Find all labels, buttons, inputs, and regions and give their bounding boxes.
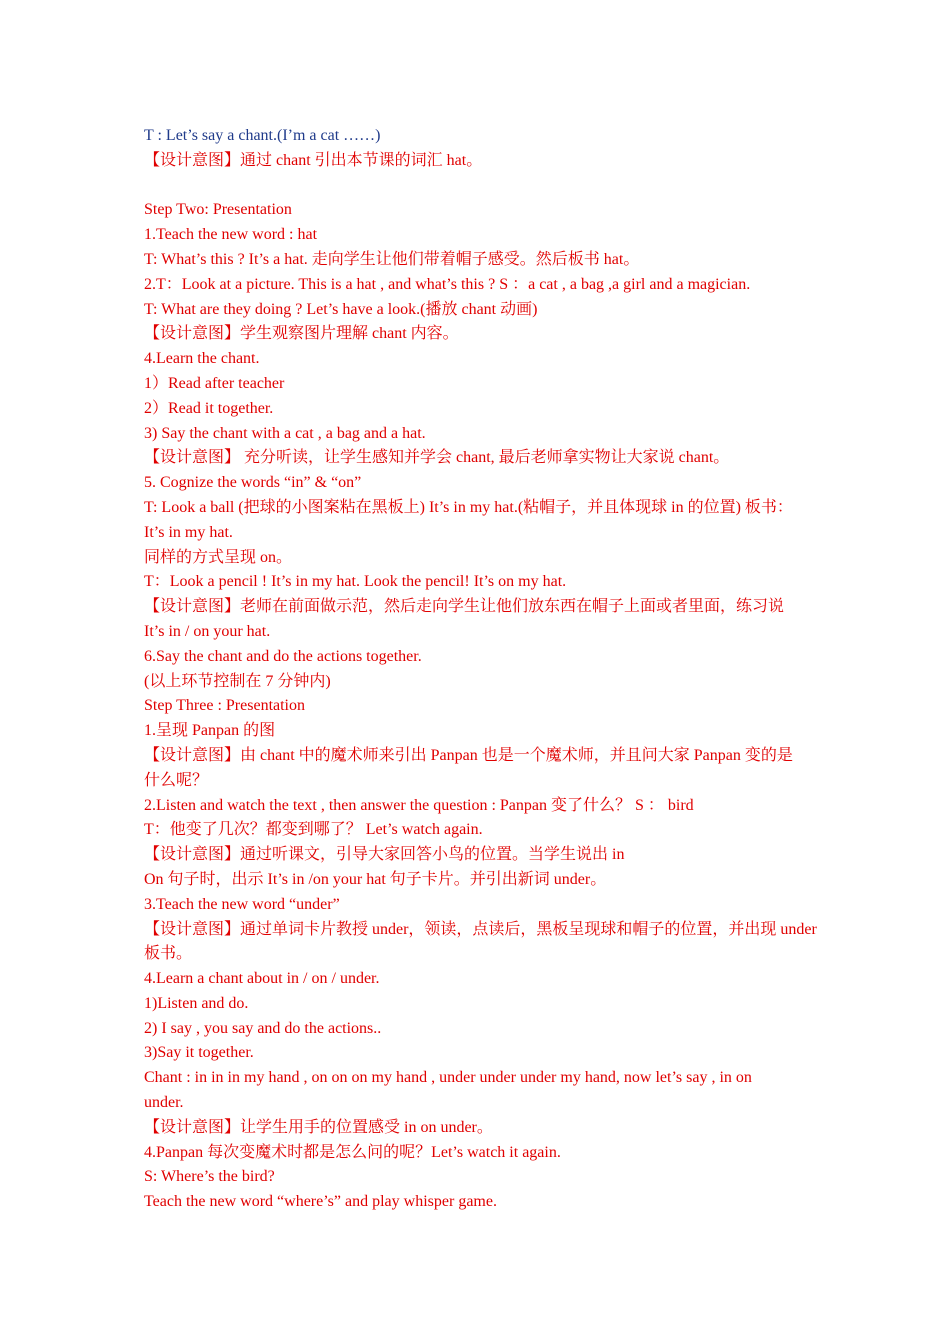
design-intent-line: 【设计意图】通过听课文，引导大家回答小鸟的位置。当学生说出 in <box>144 846 625 864</box>
design-intent-line: 【设计意图】通过单词卡片教授 under，领读，点读后，黑板呈现球和帽子的位置，并出现 under <box>144 920 817 938</box>
text-line: 2.Listen and watch the text , then answer the question : Panpan 变了什么？ S ： bird <box>144 796 694 814</box>
text-line: 1.Teach the new word : hat <box>144 226 318 244</box>
text-line: 6.Say the chant and do the actions together. <box>144 647 422 665</box>
lesson-plan-text <box>144 124 820 1215</box>
text-line: 1）Read after teacher <box>144 374 285 392</box>
text-line: 4.Learn a chant about in / on / under. <box>144 970 380 988</box>
blank-line <box>144 174 820 199</box>
design-intent-line: 【设计意图】由 chant 中的魔术师来引出 Panpan 也是一个魔术师，并且问大家 Panpan 变的是 <box>144 746 793 764</box>
design-intent-line: 【设计意图】 充分听读，让学生感知并学会 chant, 最后老师拿实物让大家说 chant。 <box>144 449 730 467</box>
step-heading: Step Three : Presentation <box>144 697 305 715</box>
text-line: T: What are they doing ? Let’s have a look.(播放 chant 动画) <box>144 300 538 318</box>
text-line: 4.Panpan 每次变魔术时都是怎么问的呢？Let’s watch it again. <box>144 1143 561 1161</box>
text-line: It’s in my hat. <box>144 523 233 541</box>
text-line: 3) Say the chant with a cat , a bag and a hat. <box>144 424 426 442</box>
text-line: 3.Teach the new word “under” <box>144 895 340 913</box>
text-line: T: What’s this ? It’s a hat. 走向学生让他们带着帽子感受。然后板书 hat。 <box>144 250 640 268</box>
text-line: 什么呢？ <box>144 771 209 789</box>
text-line: (以上环节控制在 7 分钟内) <box>144 672 331 690</box>
text-line: T: Look a ball (把球的小图案粘在黑板上) It’s in my hat.(粘帽子，并且体现球 in 的位置) 板书： <box>144 498 793 516</box>
text-line: 同样的方式呈现 on。 <box>144 548 293 566</box>
text-line: 5. Cognize the words “in” & “on” <box>144 474 362 492</box>
text-line: It’s in / on your hat. <box>144 622 271 640</box>
text-line: 2.T：Look at a picture. This is a hat , and what’s this ? S ：a cat , a bag ,a girl and a magician. <box>144 275 751 293</box>
text-line: 1)Listen and do. <box>144 994 249 1012</box>
text-line: 3)Say it together. <box>144 1044 254 1062</box>
text-line: under. <box>144 1094 184 1112</box>
text-line: T：Look a pencil ! It’s in my hat. Look the pencil! It’s on my hat. <box>144 573 567 591</box>
text-line: Teach the new word “where’s” and play whisper game. <box>144 1193 497 1211</box>
text-line: 2) I say , you say and do the actions.. <box>144 1019 382 1037</box>
text-line: On 句子时，出示 It’s in /on your hat 句子卡片。并引出新词 under。 <box>144 870 607 888</box>
step-heading: Step Two: Presentation <box>144 201 292 219</box>
design-intent-line: 【设计意图】让学生用手的位置感受 in on under。 <box>144 1118 493 1136</box>
text-line: S: Where’s the bird? <box>144 1168 275 1186</box>
text-line: 板书。 <box>144 945 193 963</box>
text-line: 1.呈现 Panpan 的图 <box>144 722 276 740</box>
text-line: T : Let’s say a chant.(I’m a cat ……) <box>144 127 381 144</box>
text-line: T：他变了几次？都变到哪了？ Let’s watch again. <box>144 821 483 839</box>
text-line: Chant : in in in my hand , on on on my hand , under under under my hand, now let’s say , in on <box>144 1069 752 1087</box>
design-intent-line: 【设计意图】学生观察图片理解 chant 内容。 <box>144 325 459 343</box>
design-intent-line: 【设计意图】老师在前面做示范，然后走向学生让他们放东西在帽子上面或者里面，练习说 <box>144 598 785 616</box>
design-intent-line: 【设计意图】通过 chant 引出本节课的词汇 hat。 <box>144 151 483 169</box>
text-line: 4.Learn the chant. <box>144 350 260 368</box>
text-line: 2）Read it together. <box>144 399 274 417</box>
